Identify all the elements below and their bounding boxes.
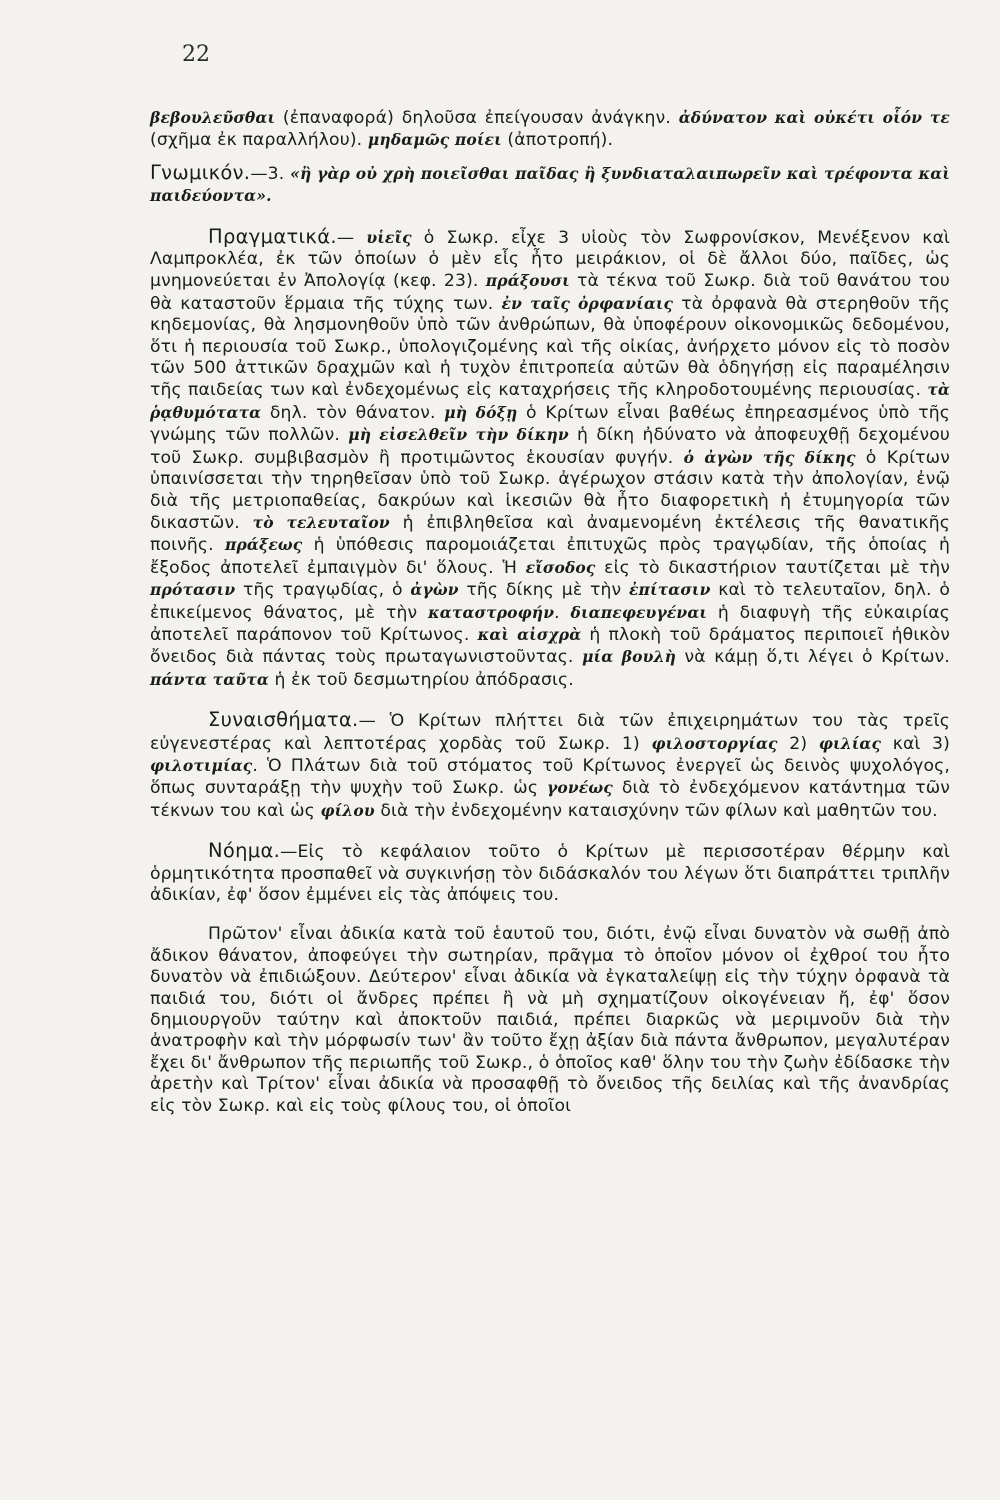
body-text: ὁ Κρίτων ὑπαινίσσεται τὴν τηρηθεῖσαν ὑπὸ τοῦ Σωκρ. ἀγέρωχον στάσιν κατὰ τὴν ἀπολογίαν, ἐνῷ διὰ τῆς μετριοπαθείας, δακρύων καὶ ἱκεσιῶν θὰ ἦτο διαφορετικὴ ἡ ἐτυμηγορία τῶν δικαστῶν. — [150, 447, 950, 533]
emphasized-term: ἐπίτασιν — [628, 580, 711, 600]
body-text: τῆς τραγῳδίας, ὁ — [235, 580, 411, 601]
body-text: ὁ Κρίτων εἶναι βαθέως ἐπηρεασμένος ὑπὸ τῆς γνώμης τῶν πολλῶν. — [150, 402, 950, 446]
body-text: τὰ τέκνα τοῦ Σωκρ. διὰ τοῦ θανάτου του θὰ καταστοῦν ἕρμαια τῆς τύχης των. — [150, 271, 951, 314]
paragraph-synaisthimata — [150, 709, 950, 822]
body-text: διὰ τὸ ἐνδεχόμενον κατάντημα τῶν τέκνων του καὶ ὡς — [150, 778, 950, 821]
body-text: ὁ Σωκρ. εἶχε 3 υἱοὺς τὸν Σωφρονίσκον, Μενέξενον καὶ Λαμπροκλέα, ἐκ τῶν ὁποίων ὁ μὲν εἷς ἦτο μειράκιον, οἱ δὲ ἄλλοι δύο, παῖδες, ὡς μνημονεύεται ἐν Ἀπολογίᾳ (κεφ. 23). — [150, 227, 951, 292]
paragraph-pragmatika — [150, 226, 950, 692]
emphasized-term: διαπεφευγέναι — [570, 602, 708, 622]
body-text: . — [554, 602, 571, 623]
body-text: ἡ ὑπόθεσις παρομοιάζεται ἐπιτυχῶς πρὸς τραγῳδίαν, τῆς ὁποίας ἡ ἔξοδος ἀποτελεῖ ἐμπαιγμὸν δι' ὅλους. Ἡ — [150, 535, 951, 578]
body-text: διὰ τὴν ἐνδεχομένην καταισχύνην τῶν φίλων καὶ μαθητῶν του. — [374, 800, 938, 821]
emphasized-term: πρότασιν — [150, 580, 236, 600]
emphasized-term: γονέως — [547, 778, 613, 798]
emphasized-term: εἴσοδος — [525, 557, 596, 577]
emphasized-term: μηδαμῶς ποίει — [367, 130, 502, 150]
emphasized-term: πράξουσι — [485, 271, 570, 291]
paragraph-gnomikon — [150, 162, 950, 208]
emphasized-term: βεβουλεῦσθαι — [150, 108, 276, 127]
body-text: ἡ πλοκὴ τοῦ δράματος περιποιεῖ ἠθικὸν ὄνειδος διὰ πάντας τοὺς πρωταγωνιστοῦντας. — [150, 624, 951, 668]
body-text: καὶ τὸ τελευταῖον, δηλ. ὁ ἐπικείμενος θάνατος, μὲ τὴν — [150, 580, 950, 623]
body-text: εἰς τὸ δικαστήριον ταυτίζεται μὲ τὴν — [595, 557, 951, 578]
body-text: τῆς δίκης μὲ τὴν — [458, 580, 629, 601]
page-number: 22 — [182, 42, 210, 67]
paragraph-three-injustices — [150, 924, 950, 1117]
section-heading: Συναισθήματα. — [208, 708, 359, 732]
body-text: ἡ διαφυγὴ τῆς εὐκαιρίας ἀποτελεῖ παράπονον τοῦ Κρίτωνος. — [150, 602, 950, 645]
emphasized-term: φιλίας — [818, 733, 882, 753]
body-text: . Ὁ Πλάτων διὰ τοῦ στόματος τοῦ Κρίτωνος ἐνεργεῖ ὡς δεινὸς ψυχολόγος, ὅπως συνταράξῃ τὴν ψυχὴν τοῦ Σωκρ. ὡς — [150, 755, 950, 799]
emphasized-term: μὴ εἰσελθεῖν τὴν δίκην — [348, 425, 569, 445]
emphasized-term: καὶ αἰσχρὰ — [477, 624, 582, 644]
body-text: καὶ 3) — [881, 733, 950, 754]
emphasized-term: ἀδύνατον καὶ οὐκέτι οἷόν τε — [678, 108, 950, 127]
body-text: νὰ κάμῃ ὅ,τι λέγει ὁ Κρίτων. — [676, 647, 950, 668]
emphasized-term: μὴ δόξῃ — [444, 402, 518, 422]
body-text: — Ὁ Κρίτων πλήττει διὰ τῶν ἐπιχειρημάτων του τὰς τρεῖς εὐγενεστέρας καὶ λεπτοτέρας χορδὰς τοῦ Σωκρ. 1) — [150, 711, 950, 754]
body-text: ἡ δίκη ἠδύνατο νὰ ἀποφευχθῇ δεχομένου τοῦ Σωκρ. συμβιβασμὸν ἢ προτιμῶντος ἑκουσίαν φυγήν. — [150, 425, 951, 468]
emphasized-term: ὁ ἀγὼν τῆς δίκης — [683, 447, 856, 467]
emphasized-term: «ἢ γὰρ οὐ χρὴ ποιεῖσθαι παῖδας ἢ ξυνδιαταλαιπωρεῖν καὶ τρέφοντα καὶ παιδεύοντα». — [150, 163, 950, 206]
emphasized-term: ἐν ταῖς ὀρφανίαις — [501, 293, 674, 313]
section-heading: Πραγματικά. — [208, 224, 337, 248]
body-text: (ἐπαναφορά) δηλοῦσα ἐπείγουσαν ἀνάγκην. — [275, 108, 679, 128]
paragraph-figures-of-speech — [150, 107, 950, 152]
emphasized-term: φιλοστοργίας — [651, 733, 778, 753]
emphasized-term: τὸ τελευταῖον — [252, 512, 390, 532]
body-text: ἡ ἐκ τοῦ δεσμωτηρίου ἀπόδρασις. — [268, 669, 574, 690]
emphasized-term: ἀγὼν — [410, 580, 459, 600]
emphasized-term: υἱεῖς — [366, 227, 412, 247]
emphasized-term: τὰ ῥᾳθυμότατα — [150, 380, 950, 422]
section-heading: Νόημα. — [208, 839, 281, 863]
emphasized-term: πράξεως — [224, 535, 303, 555]
body-text: (ἀποτροπή). — [501, 130, 614, 151]
body-text: 2) — [777, 733, 819, 754]
emphasized-term: φίλου — [320, 800, 375, 820]
emphasized-term: καταστροφήν — [428, 602, 555, 622]
body-text: Πρῶτον' εἶναι ἀδικία κατὰ τοῦ ἑαυτοῦ του, διότι, ἐνῷ εἶναι δυνατὸν νὰ σωθῇ ἀπὸ ἄδικον θάνατον, ἀποφεύγει τὴν σωτηρίαν, πρᾶγμα τὸ ὁποῖον μόνον οἱ ἐχθροί του ἦτο δυνατὸν νὰ ἐπιδιώξουν. Δεύτερον' εἶναι ἀδικία νὰ ἐγκαταλείψῃ εἰς τὴν τύχην ὀρφανὰ τὰ παιδιά του, διότι οἱ ἄνδρες πρέπει ἢ νὰ μὴ σχηματίζουν οἰκογένειαν ἤ, ἐφ' ὅσον δημιουργοῦν ταύτην καὶ ἀποκτοῦν παιδιά, πρέπει διαρκῶς νὰ μεριμνοῦν διὰ τὴν ἀνατροφὴν καὶ τὴν μόρφωσίν των' ἂν τοῦτο ἔχῃ ἀξίαν διὰ πάντα ἄνθρωπον, μεγαλυτέραν ἔχει δι' ἄνθρωπον τῆς περιωπῆς τοῦ Σωκρ., ὁ ὁποῖος καθ' ὅλην του τὴν ζωὴν ἐδίδασκε τὴν ἀρετὴν καὶ Τρίτον' εἶναι ἀδικία νὰ προσαφθῇ τὸ ὄνειδος τῆς δειλίας καὶ τῆς ἀνανδρίας εἰς τὸν Σωκρ. καὶ εἰς τοὺς φίλους του, οἱ ὁποῖοι — [150, 924, 950, 1116]
body-text: —3. — [250, 163, 291, 184]
section-heading: Γνωμικόν. — [150, 160, 251, 184]
body-text: ἡ ἐπιβληθεῖσα καὶ ἀναμενομένη ἐκτέλεσις τῆς θανατικῆς ποινῆς. — [150, 512, 950, 556]
body-text: τὰ ὀρφανὰ θὰ στερηθοῦν τῆς κηδεμονίας, θὰ λησμονηθοῦν ὑπὸ τῶν ἀνθρώπων, θὰ ὑποφέρουν οἰκονομικῶς δεδομένου, ὅτι ἡ περιουσία τοῦ Σωκρ., ὑπολογιζομένης καὶ τῆς οἰκίας, ἀνήρχετο μόνον εἰς τὸ ποσὸν τῶν 500 ἀττικῶν δραχμῶν καὶ ἡ τυχὸν ἐπιτροπεία αὐτῶν θὰ ὁδηγήσῃ εἰς παραμέλησιν τῆς παιδείας των καὶ ἐνδεχομένως εἰς καταχρήσεις τῆς κληροδοτουμένης περιουσίας. — [150, 293, 950, 401]
emphasized-term: μία βουλὴ — [582, 647, 677, 667]
paragraph-noima — [150, 840, 950, 906]
body-text: (σχῆμα ἐκ παραλλήλου). — [150, 130, 368, 151]
emphasized-term: πάντα ταῦτα — [150, 669, 269, 689]
emphasized-term: φιλοτιμίας — [150, 755, 253, 775]
body-text: —Εἰς τὸ κεφάλαιον τοῦτο ὁ Κρίτων μὲ περισσοτέραν θέρμην καὶ ὁρμητικότητα προσπαθεῖ νὰ συγκινήσῃ τὸν διδάσκαλόν του λέγων ὅτι διαπράττει τριπλῆν ἀδικίαν, ἐφ' ὅσον ἐμμένει εἰς τὰς ἀπόψεις του. — [150, 842, 950, 905]
body-text: — — [336, 227, 367, 248]
body-text: δηλ. τὸν θάνατον. — [261, 402, 445, 423]
